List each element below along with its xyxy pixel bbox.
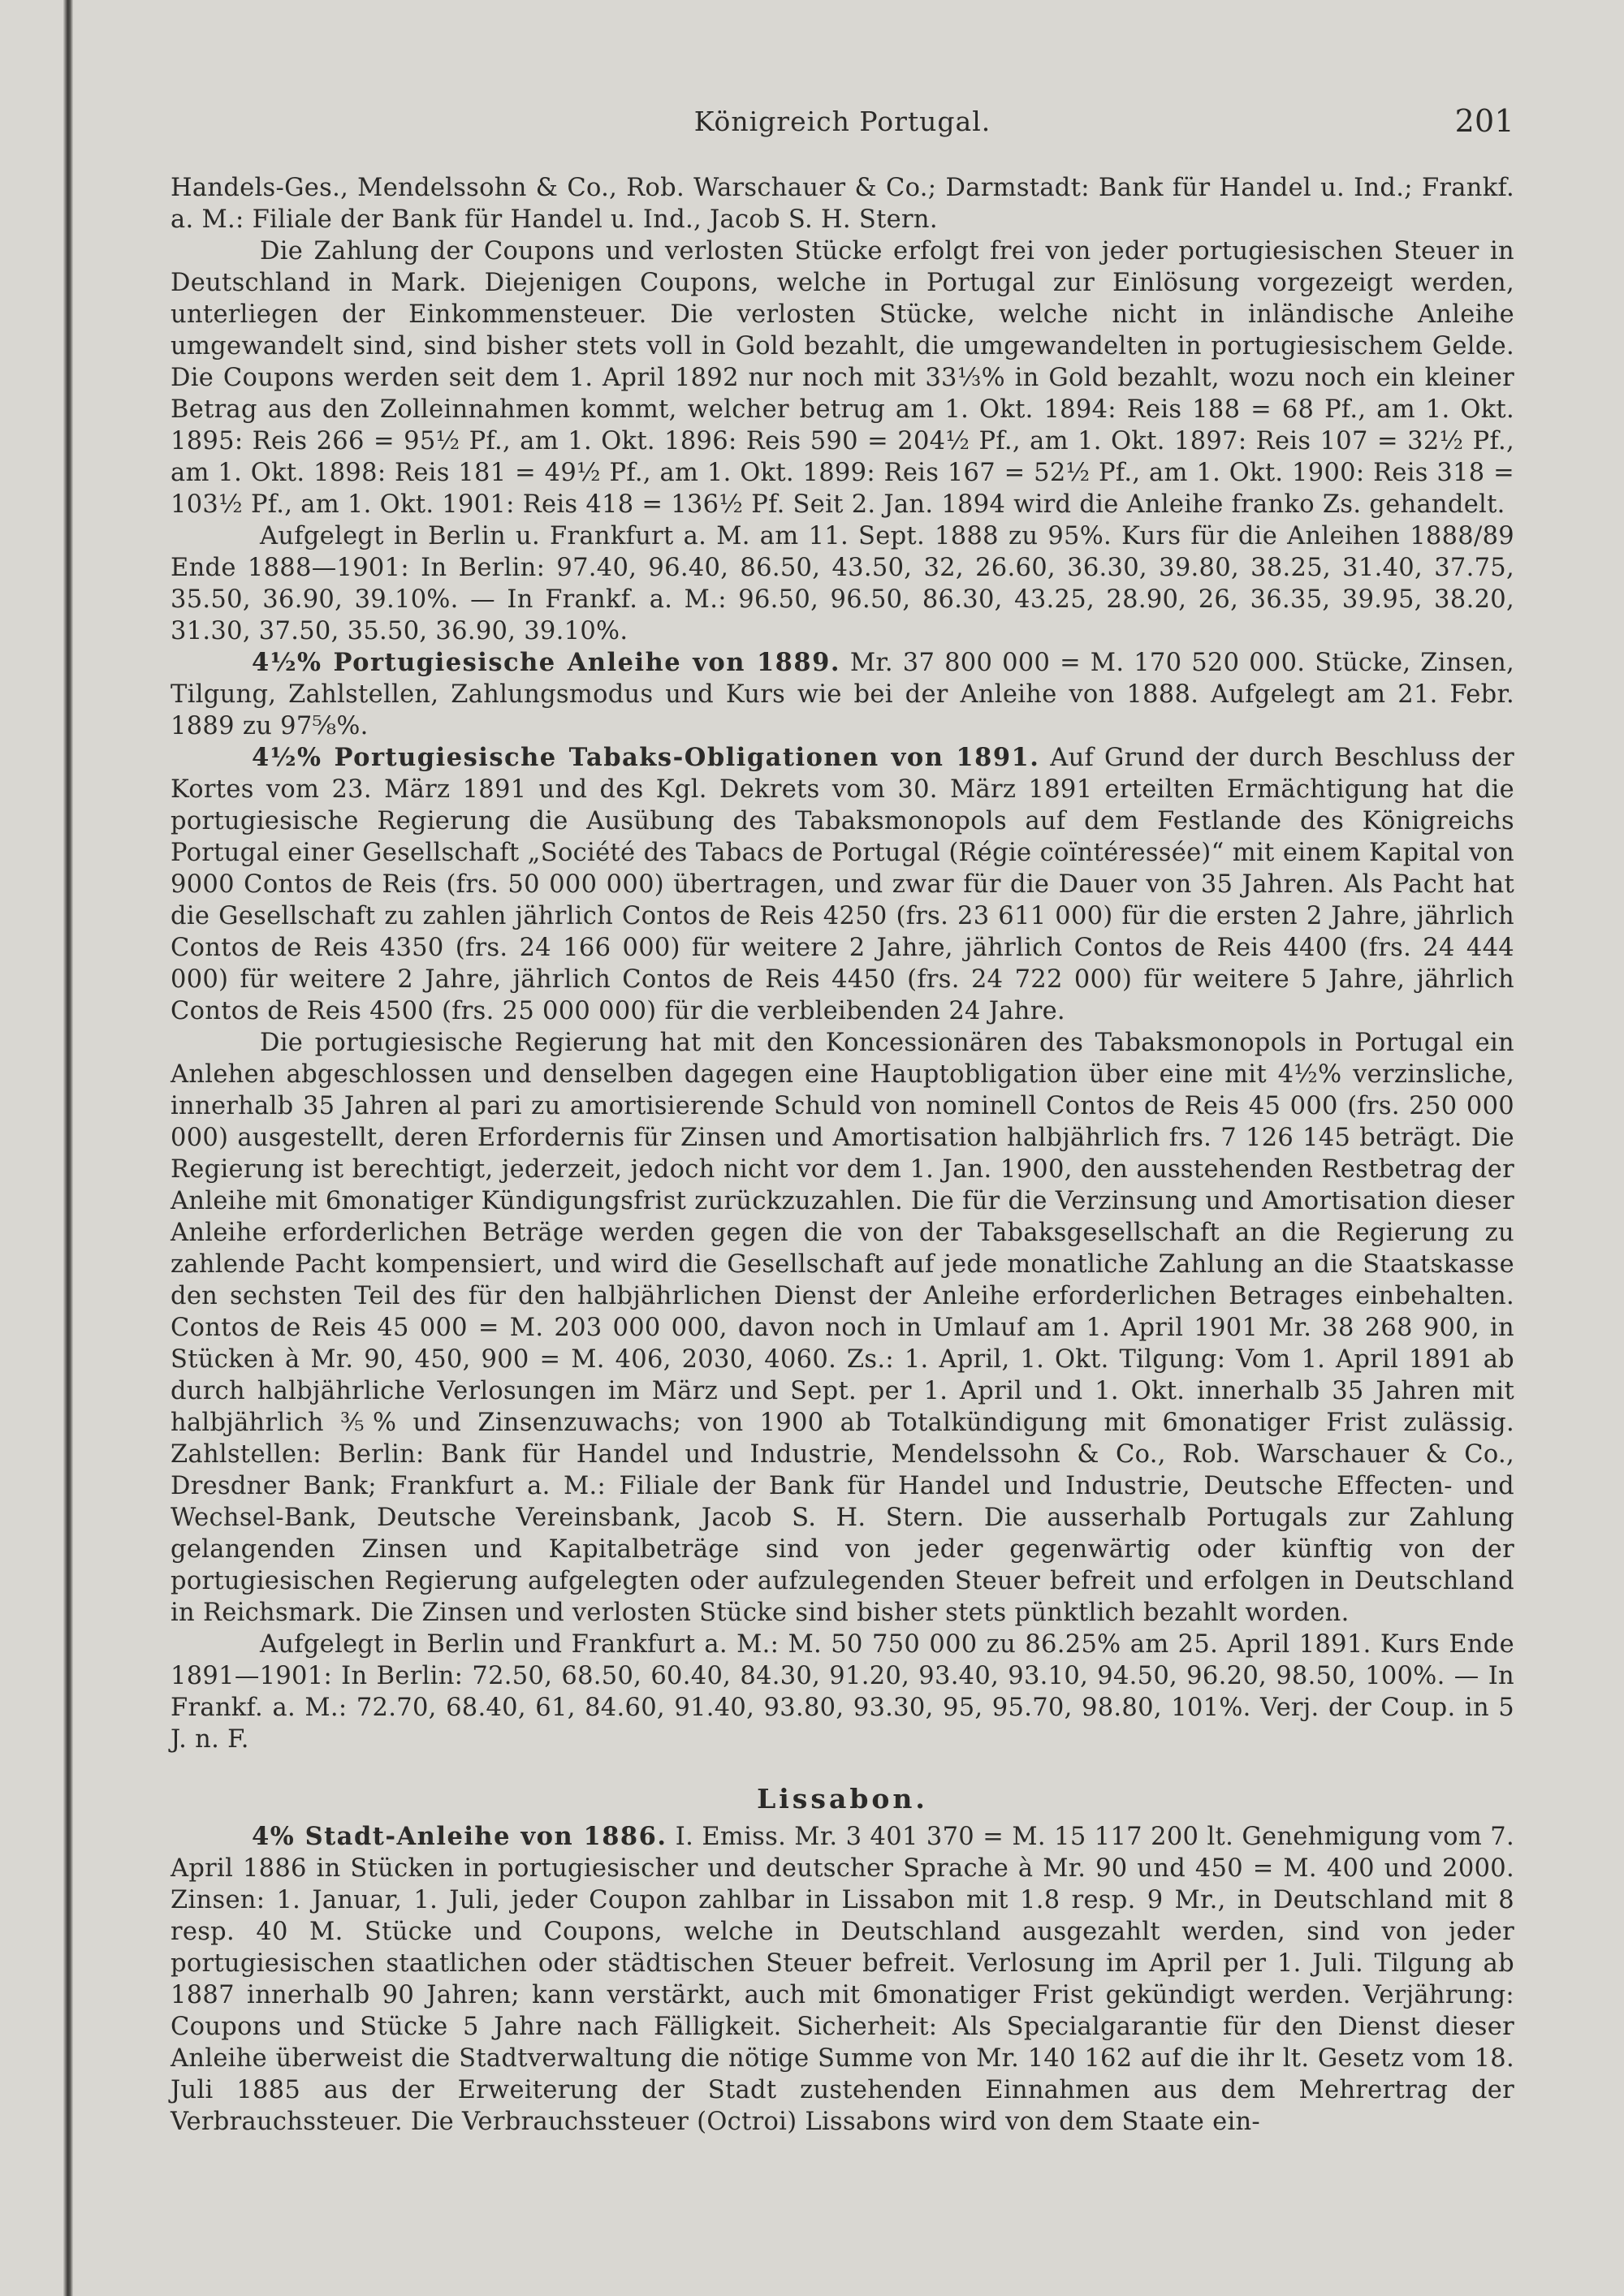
running-header [171, 103, 1514, 154]
page-header-title: Königreich Portugal. [693, 106, 991, 137]
document-page [171, 103, 1515, 2138]
paragraph-text: Die Zahlung der Coupons und verlosten Stücke erfolgt frei von jeder portugiesischen Steuer in Deutschland in Mark. Diejenigen Coupons, welche in Portugal zur Einlösung vorgezeigt werden, unterliegen der Einkommensteuer. Die verlosten Stücke, welche nicht in inländische Anleihe umgewandelt sind, sind bisher stets voll in Gold bezahlt, die umgewandelten in portugiesischem Gelde. Die Coupons werden seit dem 1. April 1892 nur noch mit 33⅓% in Gold bezahlt, wozu noch ein kleiner Betrag aus den Zolleinnahmen kommt, welcher betrug am 1. Okt. 1894: Reis 188 = 68 Pf., am 1. Okt. 1895: Reis 266 = 95½ Pf., am 1. Okt. 1896: Reis 590 = 204½ Pf., am 1. Okt. 1897: Reis 107 = 32½ Pf., am 1. Okt. 1898: Reis 181 = 49½ Pf., am 1. Okt. 1899: Reis 167 = 52½ Pf., am 1. Okt. 1900: Reis 318 = 103½ Pf., am 1. Okt. 1901: Reis 418 = 136½ Pf. Seit 2. Jan. 1894 wird die Anleihe franko Zs. gehandelt. [171, 237, 1514, 519]
paragraph-aufgelegt-1888 [171, 520, 1514, 647]
page-number: 201 [1454, 103, 1514, 139]
paragraph-text: Mr. 37 800 000 = M. 170 520 000. Stücke, Zinsen, Tilgung, Zahlstellen, Zahlungsmodus und Kurs wie bei der Anleihe von 1888. Aufgelegt am 21. Febr. 1889 zu 97⅝%. [171, 649, 1515, 740]
paragraph-stadt-anleihe-1886 [171, 1821, 1514, 2138]
paragraph-zahlstellen [171, 172, 1514, 235]
paragraph-regierung [171, 1027, 1514, 1629]
paragraph-aufgelegt-1891 [171, 1629, 1514, 1755]
entry-heading: 4½% Portugiesische Anleihe von 1889. [252, 648, 840, 677]
entry-heading: 4½% Portugiesische Tabaks-Obligationen von 1891. [252, 743, 1040, 772]
book-spine-shadow [63, 0, 73, 2296]
paragraph-tabaks-obligationen [171, 742, 1514, 1027]
section-title-lissabon: Lissabon. [757, 1783, 928, 1815]
paragraph-text: Handels-Ges., Mendelssohn & Co., Rob. Warschauer & Co.; Darmstadt: Bank für Handel u. Ind.; Frankf. a. M.: Filiale der Bank für Handel u. Ind., Jacob S. H. Stern. [171, 174, 1514, 234]
entry-heading: 4% Stadt-Anleihe von 1886. [252, 1822, 667, 1851]
paragraph-text: I. Emiss. Mr. 3 401 370 = M. 15 117 200 lt. Genehmigung vom 7. April 1886 in Stücken in portugiesischer und deutscher Sprache à Mr. 90 und 450 = M. 400 und 2000. Zinsen: 1. Januar, 1. Juli, jeder Coupon zahlbar in Lissabon mit 1.8 resp. 9 Mr., in Deutschland mit 8 resp. 40 M. Stücke und Coupons, welche in Deutschland ausgezahlt werden, sind von jeder portugiesischen staatlichen oder städtischen Steuer befreit. Verlosung im April per 1. Juli. Tilgung ab 1887 innerhalb 90 Jahren; kann verstärkt, auch mit 6monatiger Frist gekündigt werden. Verjährung: Coupons und Stücke 5 Jahre nach Fälligkeit. Sicherheit: Als Specialgarantie für den Dienst dieser Anleihe überweist die Stadtverwaltung die nötige Summe von Mr. 140 162 auf die ihr lt. Gesetz vom 18. Juli 1885 aus der Erweiterung der Stadt zustehenden Einnahmen aus dem Mehrertrag der Verbrauchssteuer. Die Verbrauchssteuer (Octroi) Lissabons wird von dem Staate ein- [171, 1823, 1514, 2136]
paragraph-text: Aufgelegt in Berlin u. Frankfurt a. M. am 11. Sept. 1888 zu 95%. Kurs für die Anleihen 1888/89 Ende 1888—1901: In Berlin: 97.40, 96.40, 86.50, 43.50, 32, 26.60, 36.30, 39.80, 38.25, 31.40, 37.75, 35.50, 36.90, 39.10%. — In Frankf. a. M.: 96.50, 96.50, 86.30, 43.25, 28.90, 26, 36.35, 39.95, 38.20, 31.30, 37.50, 35.50, 36.90, 39.10%. [171, 522, 1514, 645]
paragraph-text: Aufgelegt in Berlin und Frankfurt a. M.: M. 50 750 000 zu 86.25% am 25. April 1891. Kurs Ende 1891—1901: In Berlin: 72.50, 68.50, 60.40, 84.30, 91.20, 93.40, 93.10, 94.50, 96.20, 98.50, 100%. — In Frankf. a. M.: 72.70, 68.40, 61, 84.60, 91.40, 93.80, 93.30, 95, 95.70, 98.80, 101%. Verj. der Coup. in 5 J. n. F. [171, 1630, 1514, 1754]
paragraph-zahlung [171, 235, 1514, 520]
paragraph-text: Die portugiesische Regierung hat mit den Koncessionären des Tabaksmonopols in Portugal ein Anlehen abgeschlossen und denselben dagegen eine Hauptobligation über eine mit 4½% verzinsliche, innerhalb 35 Jahren al pari zu amortisierende Schuld von nominell Contos de Reis 45 000 (frs. 250 000 000) ausgestellt, deren Erfordernis für Zinsen und Amortisation halbjährlich frs. 7 126 145 beträgt. Die Regierung ist berechtigt, jederzeit, jedoch nicht vor dem 1. Jan. 1900, den ausstehenden Restbetrag der Anleihe mit 6monatiger Kündigungsfrist zurückzuzahlen. Die für die Verzinsung und Amortisation dieser Anleihe erforderlichen Beträge werden gegen die von der Tabaksgesellschaft an die Regierung zu zahlende Pacht kompensiert, und wird die Gesellschaft auf jede monatliche Zahlung an die Staatskasse den sechsten Teil des für den halbjährlichen Dienst der Anleihe erforderlichen Betrages einbehalten. Contos de Reis 45 000 = M. 203 000 000, davon noch in Umlauf am 1. April 1901 Mr. 38 268 900, in Stücken à Mr. 90, 450, 900 = M. 406, 2030, 4060. Zs.: 1. April, 1. Okt. Tilgung: Vom 1. April 1891 ab durch halbjährliche Verlosungen im März und Sept. per 1. April und 1. Okt. innerhalb 35 Jahren mit halbjährlich ⅗% und Zinsenzuwachs; von 1900 ab Totalkündigung mit 6monatiger Frist zulässig. Zahlstellen: Berlin: Bank für Handel und Industrie, Mendelssohn & Co., Rob. Warschauer & Co., Dresdner Bank; Frankfurt a. M.: Filiale der Bank für Handel und Industrie, Deutsche Effecten- und Wechsel-Bank, Deutsche Vereinsbank, Jacob S. H. Stern. Die ausserhalb Portugals zur Zahlung gelangenden Zinsen und Kapitalbeträge sind von jeder gegenwärtig oder künftig von der portugiesischen Regierung aufgelegten oder aufzulegenden Steuer befreit und erfolgen in Deutschland in Reichsmark. Die Zinsen und verlosten Stücke sind bisher stets pünktlich bezahlt worden. [171, 1029, 1514, 1627]
paragraph-anleihe-1889 [171, 647, 1514, 742]
paragraph-text: Auf Grund der durch Beschluss der Kortes vom 23. März 1891 und des Kgl. Dekrets vom 30. März 1891 erteilten Ermächtigung hat die portugiesische Regierung die Ausübung des Tabaksmonopols auf dem Festlande des Königreichs Portugal einer Gesellschaft „Société des Tabacs de Portugal (Régie coïntéressée)“ mit einem Kapital von 9000 Contos de Reis (frs. 50 000 000) übertragen, und zwar für die Dauer von 35 Jahren. Als Pacht hat die Gesellschaft zu zahlen jährlich Contos de Reis 4250 (frs. 23 611 000) für die ersten 2 Jahre, jährlich Contos de Reis 4350 (frs. 24 166 000) für weitere 2 Jahre, jährlich Contos de Reis 4400 (frs. 24 444 000) für weitere 2 Jahre, jährlich Contos de Reis 4450 (frs. 24 722 000) für weitere 5 Jahre, jährlich Contos de Reis 4500 (frs. 25 000 000) für die verbleibenden 24 Jahre. [171, 744, 1514, 1025]
